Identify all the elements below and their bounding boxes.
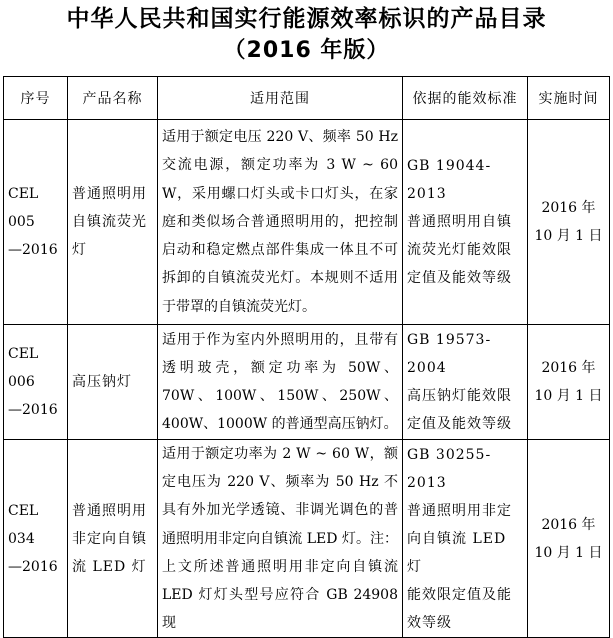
standard-cell: GB 19573-2004 高压钠灯能效限 定值及能效等级	[403, 325, 528, 440]
product-name-cell: 普通照明用 非定向自镇 流 LED 灯	[68, 440, 158, 638]
column-header-scope: 适用范围	[158, 77, 403, 120]
column-header-product-name: 产品名称	[68, 77, 158, 120]
table-header-row	[4, 77, 610, 120]
date-cell: 2016 年 10 月 1 日	[528, 440, 610, 638]
scope-cell: 适用于额定功率为 2 W ~ 60 W，额定电压为 220 V、频率为 50 Hz 不具有外加光学透镜、非调光调色的普通照明用非定向自镇流 LED 灯。注：上文所述普通照明用非定向自镇流 LED 灯灯头型号应符合 GB 24908 现	[158, 440, 403, 638]
date-cell: 2016 年 10 月 1 日	[528, 120, 610, 325]
seq-cell: CEL 034 —2016	[4, 440, 68, 638]
column-header-date: 实施时间	[528, 77, 610, 120]
product-catalog-table	[3, 76, 610, 638]
seq-cell: CEL 005 —2016	[4, 120, 68, 325]
column-header-seq: 序号	[4, 77, 68, 120]
product-name-cell: 普通照明用 自镇流荧光 灯	[68, 120, 158, 325]
table-row	[4, 120, 610, 325]
date-cell: 2016 年 10 月 1 日	[528, 325, 610, 440]
seq-cell: CEL 006 —2016	[4, 325, 68, 440]
column-header-standard: 依据的能效标准	[403, 77, 528, 120]
table-row	[4, 325, 610, 440]
standard-cell: GB 19044-2013 普通照明用自镇 流荧光灯能效限 定值及能效等级	[403, 120, 528, 325]
scope-cell: 适用于额定电压 220 V、频率 50 Hz 交流电源，额定功率为 3 W ~ 60 W，采用螺口灯头或卡口灯头，在家庭和类似场合普通照明用的，把控制启动和稳定燃点部件集成一体且不可拆卸的自镇流荧光灯。本规则不适用于带罩的自镇流荧光灯。	[158, 120, 403, 325]
standard-cell: GB 30255-2013 普通照明用非定 向自镇流 LED 灯 能效限定值及能 效等级	[403, 440, 528, 638]
scope-cell: 适用于作为室内外照明用的，且带有透明玻壳，额定功率为 50W、70W、100W、150W、250W、400W、1000W 的普通型高压钠灯。	[158, 325, 403, 440]
page-title: 中华人民共和国实行能源效率标识的产品目录	[66, 6, 547, 32]
edition-subtitle: （2016 年版）	[223, 38, 390, 63]
product-name-cell: 高压钠灯	[68, 325, 158, 440]
table-row	[4, 440, 610, 638]
